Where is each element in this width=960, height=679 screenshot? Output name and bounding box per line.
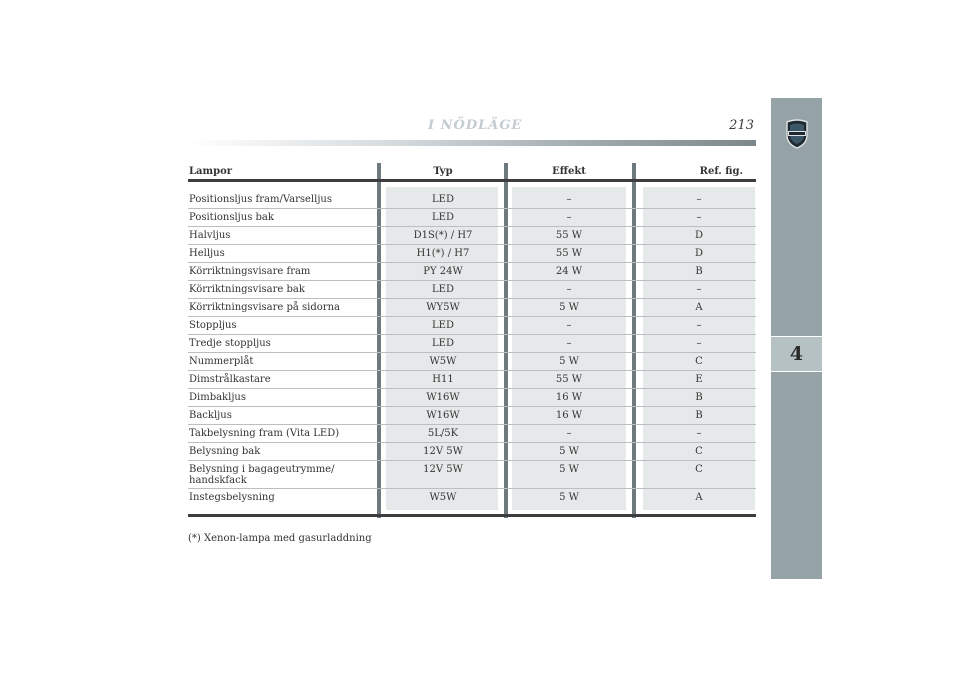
typ-cell: LED	[432, 212, 454, 223]
ref-cell: B	[695, 392, 703, 403]
effekt-cell: 55 W	[555, 248, 583, 259]
effekt-cell: –	[566, 212, 572, 223]
effekt-cell: –	[566, 320, 572, 331]
lamp-name-cell: Körriktningsvisare på sidorna	[189, 302, 340, 313]
table-row	[188, 263, 756, 281]
effekt-cell: –	[566, 428, 572, 439]
effekt-cell: 16 W	[555, 410, 583, 421]
lamp-name-cell: Tredje stoppljus	[189, 338, 271, 349]
typ-cell: PY 24W	[423, 266, 463, 277]
typ-cell: LED	[432, 284, 454, 295]
table-row	[188, 245, 756, 263]
typ-cell: LED	[432, 194, 454, 205]
effekt-cell: 5 W	[559, 464, 579, 475]
ref-cell: –	[696, 284, 702, 295]
column-header-effekt: Effekt	[552, 166, 586, 177]
table-row	[188, 489, 756, 507]
lamp-name-cell: Körriktningsvisare bak	[189, 284, 305, 295]
typ-cell: D1S(*) / H7	[413, 230, 473, 241]
lamp-name-cell: Belysning i bagageutrymme/ handskfack	[189, 464, 335, 486]
table-bottom-rule	[188, 514, 756, 517]
ref-cell: D	[694, 248, 704, 259]
typ-cell: LED	[432, 338, 454, 349]
effekt-cell: 16 W	[555, 392, 583, 403]
table-row	[188, 371, 756, 389]
lamp-table	[188, 163, 756, 518]
lamp-name-cell: Dimstrålkastare	[189, 374, 271, 385]
ref-cell: –	[696, 212, 702, 223]
ref-cell: A	[695, 492, 703, 503]
table-row	[188, 335, 756, 353]
table-row	[188, 191, 756, 209]
ref-cell: B	[695, 266, 703, 277]
ref-cell: –	[696, 194, 702, 205]
column-header-ref: Ref. fig.	[699, 166, 743, 177]
table-row	[188, 425, 756, 443]
header-rule-line	[188, 179, 756, 182]
typ-cell: W16W	[426, 410, 460, 421]
lamp-name-cell: Halvljus	[189, 230, 231, 241]
effekt-cell: 24 W	[555, 266, 583, 277]
effekt-cell: –	[566, 284, 572, 295]
table-row	[188, 461, 756, 489]
typ-cell: 12V 5W	[423, 464, 463, 475]
column-header-typ: Typ	[433, 166, 453, 177]
ref-cell: –	[696, 338, 702, 349]
table-row	[188, 299, 756, 317]
effekt-cell: 55 W	[555, 374, 583, 385]
lamp-name-cell: Nummerplåt	[189, 356, 254, 367]
table-row	[188, 353, 756, 371]
typ-cell: 5L/5K	[427, 428, 459, 439]
lamp-name-cell: Positionsljus bak	[189, 212, 274, 223]
page-number: 213	[729, 118, 754, 133]
page-header	[188, 118, 756, 140]
lamp-name-cell: Instegsbelysning	[189, 492, 275, 503]
typ-cell: H1(*) / H7	[416, 248, 470, 259]
typ-cell: 12V 5W	[423, 446, 463, 457]
typ-cell: WY5W	[426, 302, 460, 313]
header-rule	[188, 140, 756, 146]
typ-cell: LED	[432, 320, 454, 331]
typ-cell: W16W	[426, 392, 460, 403]
effekt-cell: –	[566, 194, 572, 205]
table-row	[188, 443, 756, 461]
effekt-cell: 55 W	[555, 230, 583, 241]
effekt-cell: 5 W	[559, 492, 579, 503]
chapter-tab[interactable]: 4	[771, 336, 822, 372]
table-row	[188, 317, 756, 335]
section-title: I NÖDLÄGE	[428, 118, 523, 133]
lancia-logo-icon	[785, 119, 809, 149]
lamp-name-cell: Takbelysning fram (Vita LED)	[189, 428, 340, 439]
lamp-name-cell: Backljus	[189, 410, 232, 421]
table-row	[188, 407, 756, 425]
lamp-name-cell: Positionsljus fram/Varselljus	[189, 194, 332, 205]
effekt-cell: –	[566, 338, 572, 349]
lamp-name-cell: Dimbakljus	[189, 392, 246, 403]
effekt-cell: 5 W	[559, 302, 579, 313]
column-header-lampor: Lampor	[189, 166, 233, 177]
lamp-name-cell: Körriktningsvisare fram	[189, 266, 311, 277]
effekt-cell: 5 W	[559, 356, 579, 367]
ref-cell: –	[696, 428, 702, 439]
lamp-name-cell: Stoppljus	[189, 320, 237, 331]
ref-cell: C	[695, 464, 703, 475]
effekt-cell: 5 W	[559, 446, 579, 457]
ref-cell: D	[694, 230, 704, 241]
typ-cell: W5W	[429, 356, 457, 367]
chapter-sidebar	[771, 98, 822, 579]
table-row	[188, 227, 756, 245]
typ-cell: H11	[432, 374, 454, 385]
table-row	[188, 389, 756, 407]
lamp-name-cell: Helljus	[189, 248, 225, 259]
table-row	[188, 281, 756, 299]
ref-cell: B	[695, 410, 703, 421]
typ-cell: W5W	[429, 492, 457, 503]
ref-cell: A	[695, 302, 703, 313]
footnote: (*) Xenon-lampa med gasurladdning	[188, 533, 372, 544]
table-row	[188, 209, 756, 227]
lamp-name-cell: Belysning bak	[189, 446, 261, 457]
ref-cell: C	[695, 446, 703, 457]
ref-cell: E	[695, 374, 703, 385]
ref-cell: –	[696, 320, 702, 331]
ref-cell: C	[695, 356, 703, 367]
